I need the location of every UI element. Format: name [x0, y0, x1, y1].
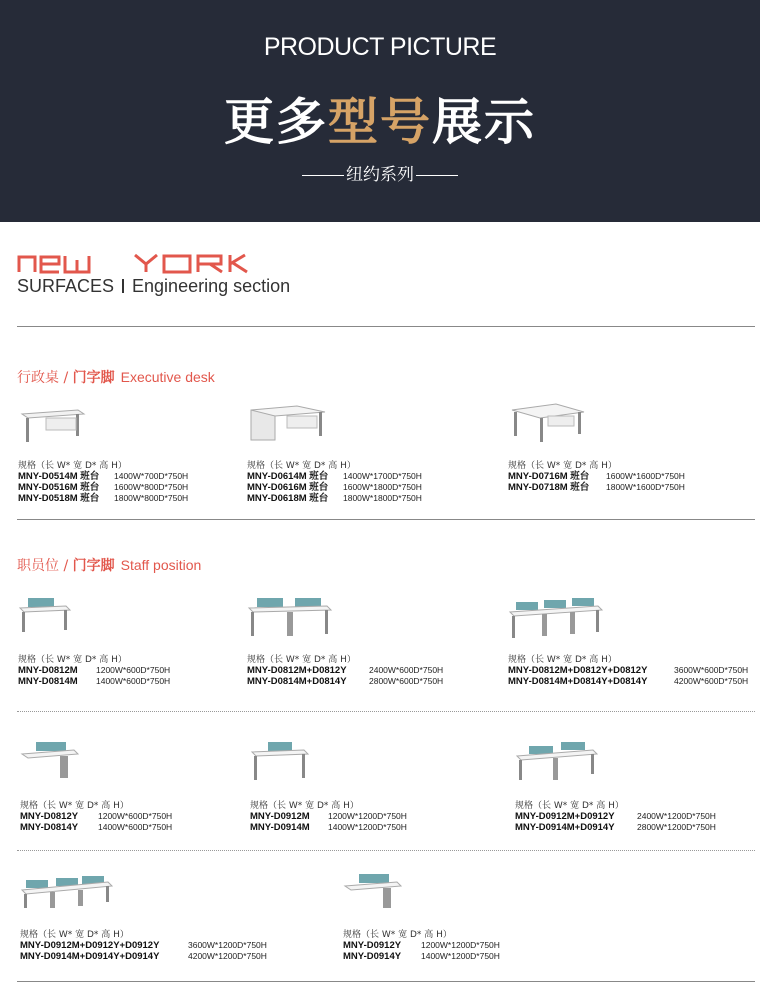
header-title-en: PRODUCT PICTURE: [263, 33, 497, 61]
staff-desk-icon: [343, 872, 403, 912]
model-dimension: 1800W*800D*750H: [114, 493, 189, 503]
brand-tagline-section: Engineering section: [132, 276, 291, 296]
spec-label: 规格（长 W* 宽 D* 高 H）: [247, 461, 356, 471]
spec-label: 规格（长 W* 宽 D* 高 H）: [343, 930, 452, 940]
product-card: [18, 406, 86, 446]
section-title-cn: 行政桌 /: [17, 370, 73, 386]
product-card: [343, 872, 403, 912]
product-spec-block: [18, 456, 238, 504]
list-item: [18, 676, 238, 687]
staff-desk-icon: [247, 596, 333, 640]
divider: [122, 279, 124, 293]
product-card: [508, 596, 604, 642]
header-title-cn-part3: 展示: [432, 93, 536, 151]
model-dimension: 1200W*1200D*750H: [421, 940, 500, 950]
spec-label: 规格（长 W* 宽 D* 高 H）: [515, 801, 624, 811]
model-dimension: 1600W*1600D*750H: [606, 471, 685, 481]
model-code: MNY-D0716M 班台: [508, 471, 590, 482]
product-spec-block: [508, 650, 758, 687]
divider: [416, 175, 458, 176]
model-dimension: 1200W*600D*750H: [98, 811, 173, 821]
product-card: [247, 402, 329, 446]
model-dimension: 1200W*1200D*750H: [328, 811, 407, 821]
model-dimension: 1400W*1700D*750H: [343, 471, 422, 481]
list-item: [343, 951, 583, 962]
model-dimension: 2400W*1200D*750H: [637, 811, 716, 821]
list-item: [508, 676, 758, 687]
list-item: [508, 665, 758, 676]
model-code: MNY-D0912M: [250, 811, 310, 822]
model-code: MNY-D0814Y: [20, 822, 79, 833]
model-code: MNY-D0912M+D0912Y: [515, 811, 615, 822]
staff-desk-icon: [250, 740, 310, 784]
list-item: [247, 493, 487, 504]
brand-tagline: [17, 276, 290, 297]
model-code: MNY-D0914Y: [343, 951, 402, 962]
list-item: [250, 822, 480, 833]
spec-label: 规格（长 W* 宽 D* 高 H）: [250, 801, 359, 811]
model-dimension: 1400W*600D*750H: [98, 822, 173, 832]
model-code: MNY-D0914M+D0914Y+D0914Y: [20, 951, 160, 962]
spec-label: 规格（长 W* 宽 D* 高 H）: [508, 655, 617, 665]
model-code: MNY-D0514M 班台: [18, 471, 100, 482]
list-item: [20, 951, 300, 962]
header-subtitle: [0, 160, 760, 185]
list-item: [18, 471, 238, 482]
product-spec-block: [247, 456, 487, 504]
model-code: MNY-D0812Y: [20, 811, 79, 822]
list-item: [247, 665, 487, 676]
spec-label: 规格（长 W* 宽 D* 高 H）: [20, 801, 129, 811]
model-code: MNY-D0814M+D0814Y+D0814Y: [508, 676, 648, 687]
list-item: [20, 940, 300, 951]
product-card: [508, 400, 588, 446]
list-item: [20, 822, 240, 833]
staff-desk-icon: [20, 740, 80, 780]
section-title-executive: [17, 367, 215, 387]
model-dimension: 1400W*1200D*750H: [328, 822, 407, 832]
model-dimension: 3600W*600D*750H: [674, 665, 749, 675]
product-spec-block: [247, 650, 487, 687]
brand-tagline-surfaces: SURFACES: [17, 276, 115, 296]
staff-desk-icon: [515, 740, 599, 784]
list-item: [515, 811, 755, 822]
model-dimension: 1400W*1200D*750H: [421, 951, 500, 961]
brand-logo: [17, 252, 287, 274]
model-code: MNY-D0814M: [18, 676, 78, 687]
model-code: MNY-D0812M: [18, 665, 78, 676]
model-dimension: 1600W*800D*750H: [114, 482, 189, 492]
spec-label: 规格（长 W* 宽 D* 高 H）: [247, 655, 356, 665]
list-item: [18, 482, 238, 493]
model-dimension: 4200W*1200D*750H: [188, 951, 267, 961]
model-dimension: 1200W*600D*750H: [96, 665, 171, 675]
staff-desk-icon: [508, 596, 604, 642]
list-item: [508, 471, 748, 482]
spec-label: 规格（长 W* 宽 D* 高 H）: [18, 655, 127, 665]
executive-desk-icon: [18, 406, 86, 446]
section-title-cn-bold: 门字脚: [72, 370, 115, 386]
list-item: [18, 665, 238, 676]
product-spec-block: [20, 925, 300, 962]
divider: [302, 175, 344, 176]
model-dimension: 4200W*600D*750H: [674, 676, 749, 686]
header-title-cn-part1: 更多: [224, 93, 328, 151]
list-item: [20, 811, 240, 822]
section-title-en: Executive desk: [120, 369, 215, 385]
model-code: MNY-D0812M+D0812Y+D0812Y: [508, 665, 648, 676]
spec-label: 规格（长 W* 宽 D* 高 H）: [508, 461, 617, 471]
section-title-cn-bold: 门字脚: [72, 558, 115, 574]
model-code: MNY-D0718M 班台: [508, 482, 590, 493]
product-spec-block: [250, 796, 480, 833]
spec-label: 规格（长 W* 宽 D* 高 H）: [20, 930, 129, 940]
list-item: [250, 811, 480, 822]
spec-label: 规格（长 W* 宽 D* 高 H）: [18, 461, 127, 471]
logo-text: new YORK: [17, 252, 23, 253]
product-card: [247, 596, 333, 640]
product-spec-block: [343, 925, 583, 962]
divider: [17, 981, 755, 982]
new-york-logo-icon: [17, 252, 287, 274]
header-banner: [0, 0, 760, 222]
product-spec-block: [20, 796, 240, 833]
staff-desk-icon: [18, 596, 72, 636]
list-item: [18, 493, 238, 504]
product-spec-block: [515, 796, 755, 833]
model-dimension: 1400W*600D*750H: [96, 676, 171, 686]
section-title-cn: 职员位 /: [17, 558, 73, 574]
section-title-en: Staff position: [120, 557, 202, 573]
model-code: MNY-D0614M 班台: [247, 471, 329, 482]
model-code: MNY-D0914M: [250, 822, 310, 833]
model-code: MNY-D0812M+D0812Y: [247, 665, 347, 676]
l-shaped-desk-icon: [247, 402, 329, 446]
list-item: [515, 822, 755, 833]
model-dimension: 2800W*1200D*750H: [637, 822, 716, 832]
product-spec-block: [18, 650, 238, 687]
model-code: MNY-D0518M 班台: [18, 493, 100, 504]
header-title-cn: [0, 82, 760, 154]
product-card: [18, 596, 72, 636]
product-spec-block: [508, 456, 748, 493]
list-item: [508, 482, 748, 493]
product-card: [20, 740, 80, 780]
divider: [17, 519, 755, 520]
divider: [17, 850, 755, 851]
model-code: MNY-D0914M+D0914Y: [515, 822, 615, 833]
model-code: MNY-D0912Y: [343, 940, 402, 951]
divider: [17, 711, 755, 712]
model-dimension: 1400W*700D*750H: [114, 471, 189, 481]
product-card: [20, 872, 114, 912]
model-dimension: 1600W*1800D*750H: [343, 482, 422, 492]
product-card: [250, 740, 310, 784]
model-code: MNY-D0618M 班台: [247, 493, 329, 504]
list-item: [343, 940, 583, 951]
model-dimension: 1800W*1800D*750H: [343, 493, 422, 503]
model-code: MNY-D0616M 班台: [247, 482, 329, 493]
model-code: MNY-D0912M+D0912Y+D0912Y: [20, 940, 160, 951]
divider: [17, 326, 755, 327]
header-title-cn-highlight: 型号: [328, 93, 432, 151]
model-dimension: 2400W*600D*750H: [369, 665, 444, 675]
staff-desk-icon: [20, 872, 114, 912]
header-subtitle-text: 纽约系列: [346, 165, 414, 185]
model-code: MNY-D0516M 班台: [18, 482, 100, 493]
l-shaped-desk-icon: [508, 400, 588, 446]
model-dimension: 2800W*600D*750H: [369, 676, 444, 686]
list-item: [247, 471, 487, 482]
model-dimension: 3600W*1200D*750H: [188, 940, 267, 950]
model-code: MNY-D0814M+D0814Y: [247, 676, 347, 687]
model-dimension: 1800W*1600D*750H: [606, 482, 685, 492]
section-title-staff: [17, 555, 201, 575]
list-item: [247, 482, 487, 493]
product-card: [515, 740, 599, 784]
list-item: [247, 676, 487, 687]
